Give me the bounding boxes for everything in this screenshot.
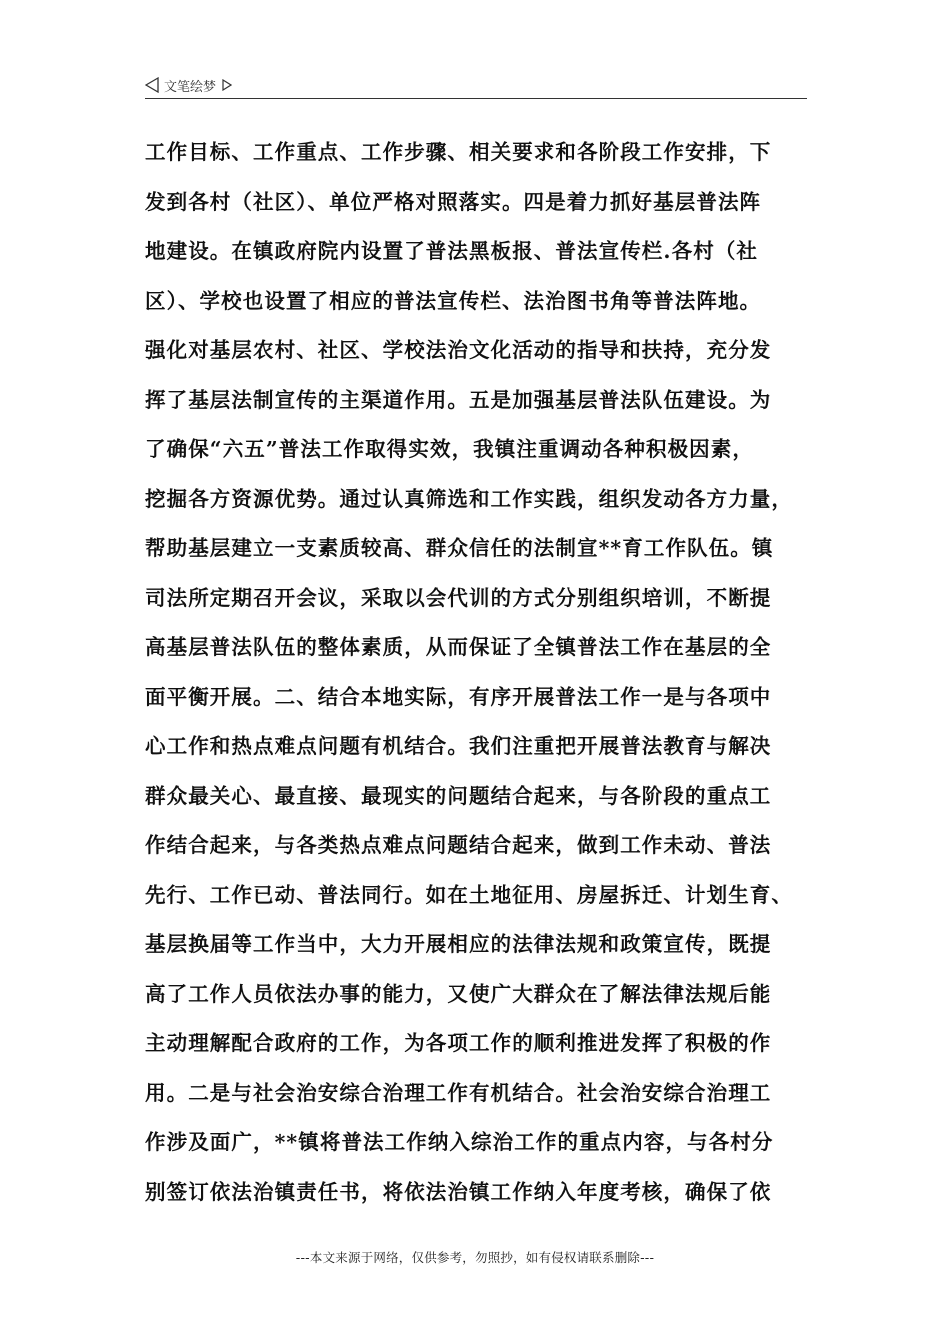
triangle-right-icon bbox=[222, 79, 232, 91]
text-line: 区）、学校也设置了相应的普法宣传栏、法治图书角等普法阵地。 bbox=[145, 288, 762, 313]
text-line: 面平衡开展。二、结合本地实际，有序开展普法工作一是与各项中 bbox=[145, 684, 772, 709]
text-line: 地建设。在镇政府院内设置了普法黑板报、普法宣传栏.各村（社 bbox=[145, 239, 759, 263]
text-line: 帮助基层建立一支素质较高、群众信任的法制宣**育工作队伍。镇 bbox=[145, 536, 774, 560]
page-footer: ---本文来源于网络，仅供参考，勿照抄，如有侵权请联系删除--- bbox=[295, 1250, 655, 1265]
text-line: 作结合起来，与各类热点难点问题结合起来，做到工作未动、普法 bbox=[145, 833, 772, 857]
page-header bbox=[145, 74, 807, 99]
text-line: 用。二是与社会治安综合治理工作有机结合。社会治安综合治理工 bbox=[145, 1080, 772, 1105]
text-line: 发到各村（社区）、单位严格对照落实。四是着力抓好基层普法阵 bbox=[145, 189, 762, 214]
text-line: 了确保“六五”普法工作取得实效，我镇注重调动各种积极因素， bbox=[145, 437, 754, 461]
header-brand bbox=[145, 74, 232, 96]
text-line: 先行、工作已动、普法同行。如在土地征用、房屋拆迁、计划生育、 bbox=[145, 882, 793, 907]
text-line: 作涉及面广，**镇将普法工作纳入综治工作的重点内容，与各村分 bbox=[145, 1130, 774, 1154]
text-line: 心工作和热点难点问题有机结合。我们注重把开展普法教育与解决 bbox=[145, 734, 772, 758]
text-line: 基层换届等工作当中，大力开展相应的法律法规和政策宣传，既提 bbox=[145, 932, 772, 956]
text-line: 群众最关心、最直接、最现实的问题结合起来，与各阶段的重点工 bbox=[145, 783, 772, 808]
text-line: 高基层普法队伍的整体素质，从而保证了全镇普法工作在基层的全 bbox=[145, 635, 772, 659]
text-line: 高了工作人员依法办事的能力，又使广大群众在了解法律法规后能 bbox=[145, 981, 772, 1006]
header-title: 文笔绘梦 bbox=[164, 79, 217, 95]
text-line: 主动理解配合政府的工作，为各项工作的顺利推进发挥了积极的作 bbox=[145, 1031, 772, 1055]
text-line: 强化对基层农村、社区、学校法治文化活动的指导和扶持，充分发 bbox=[145, 338, 772, 362]
triangle-left-icon bbox=[145, 77, 159, 93]
text-line: 挖掘各方资源优势。通过认真筛选和工作实践，组织发动各方力量， bbox=[145, 486, 793, 511]
text-line: 司法所定期召开会议，采取以会代训的方式分别组织培训，不断提 bbox=[145, 585, 772, 610]
text-line: 工作目标、工作重点、工作步骤、相关要求和各阶段工作安排，下 bbox=[145, 140, 772, 164]
text-line: 别签订依法治镇责任书，将依法治镇工作纳入年度考核，确保了依 bbox=[145, 1179, 772, 1204]
document-body bbox=[145, 128, 825, 1217]
text-line: 挥了基层法制宣传的主渠道作用。五是加强基层普法队伍建设。为 bbox=[145, 387, 772, 412]
